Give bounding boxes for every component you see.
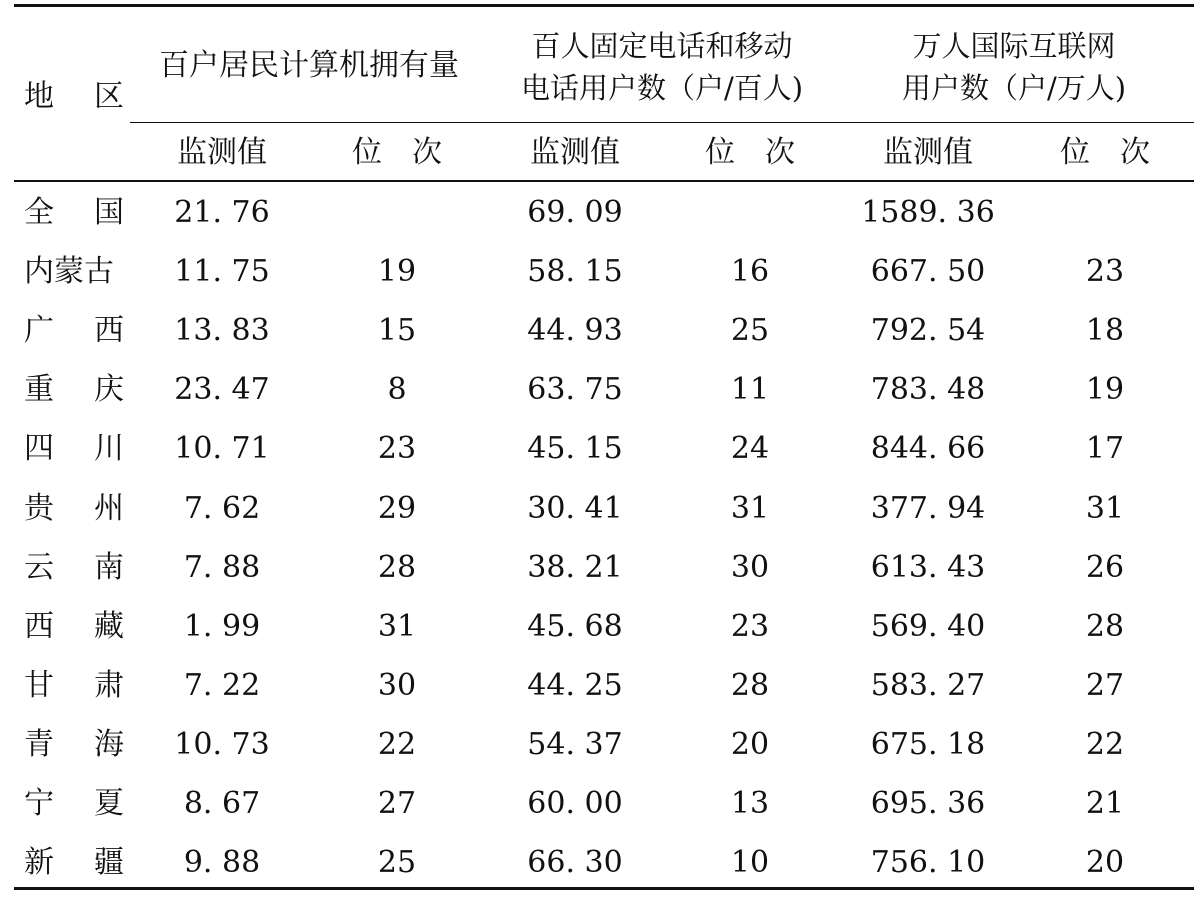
cell-internet-rank: 26 bbox=[1085, 550, 1125, 585]
header-region-char: 区 bbox=[94, 79, 124, 114]
cell-phones-value: 69. 09 bbox=[527, 195, 623, 230]
cell-region-text: 全 bbox=[24, 195, 54, 230]
cell-computers-value: 10. 73 bbox=[174, 727, 270, 762]
cell-region bbox=[24, 491, 124, 527]
cell-phones-rank: 24 bbox=[730, 431, 770, 466]
cell-computers-rank: 29 bbox=[377, 491, 417, 526]
cell-region-text: 海 bbox=[94, 727, 124, 762]
cell-region-text: 四 bbox=[24, 431, 54, 466]
header-region bbox=[24, 79, 124, 115]
cell-internet-rank: 22 bbox=[1085, 727, 1125, 762]
cell-phones-rank: 11 bbox=[730, 372, 770, 407]
cell-phones-value: 63. 75 bbox=[527, 372, 623, 407]
cell-region-text: 西 bbox=[94, 313, 124, 348]
cell-computers-value: 9. 88 bbox=[183, 845, 261, 880]
cell-region-text: 西 bbox=[24, 609, 54, 644]
cell-computers-value: 7. 88 bbox=[183, 550, 261, 585]
cell-phones-value: 44. 25 bbox=[527, 668, 623, 703]
cell-internet-rank: 21 bbox=[1085, 786, 1125, 821]
cell-phones-value: 38. 21 bbox=[527, 550, 623, 585]
cell-computers-rank: 28 bbox=[377, 550, 417, 585]
top-rule bbox=[14, 4, 1194, 7]
cell-computers-rank: 27 bbox=[377, 786, 417, 821]
cell-region-text: 藏 bbox=[94, 609, 124, 644]
cell-computers-rank: 25 bbox=[377, 845, 417, 880]
cell-internet-value: 667. 50 bbox=[870, 254, 986, 289]
cell-region-text: 云 bbox=[24, 550, 54, 585]
header-computers: 百户居民计算机拥有量 bbox=[159, 48, 459, 83]
cell-region bbox=[24, 195, 124, 231]
subheader-phones-rank: 位 次 bbox=[705, 135, 795, 170]
cell-internet-rank: 31 bbox=[1085, 491, 1125, 526]
cell-internet-value: 583. 27 bbox=[870, 668, 986, 703]
cell-region bbox=[24, 609, 124, 645]
cell-computers-value: 1. 99 bbox=[183, 609, 261, 644]
cell-region-text: 广 bbox=[24, 313, 54, 348]
header-internet-line1: 万人国际互联网 bbox=[912, 29, 1116, 63]
cell-internet-rank: 28 bbox=[1085, 609, 1125, 644]
cell-internet-value: 783. 48 bbox=[870, 372, 986, 407]
cell-phones-value: 44. 93 bbox=[527, 313, 623, 348]
cell-internet-value: 675. 18 bbox=[870, 727, 986, 762]
cell-computers-rank: 19 bbox=[377, 254, 417, 289]
cell-internet-rank: 23 bbox=[1085, 254, 1125, 289]
cell-internet-value: 792. 54 bbox=[870, 313, 986, 348]
bottom-rule bbox=[14, 887, 1194, 890]
cell-computers-value: 23. 47 bbox=[174, 372, 270, 407]
cell-region bbox=[24, 845, 124, 881]
cell-internet-rank: 19 bbox=[1085, 372, 1125, 407]
cell-internet-value: 756. 10 bbox=[870, 845, 986, 880]
cell-region-text: 宁 bbox=[24, 786, 54, 821]
cell-internet-rank: 20 bbox=[1085, 845, 1125, 880]
cell-computers-rank: 8 bbox=[387, 372, 407, 407]
cell-phones-value: 30. 41 bbox=[527, 491, 623, 526]
cell-computers-rank: 30 bbox=[377, 668, 417, 703]
header-region-char: 地 bbox=[24, 79, 54, 114]
cell-internet-rank: 18 bbox=[1085, 313, 1125, 348]
cell-region bbox=[24, 254, 124, 290]
cell-computers-value: 11. 75 bbox=[174, 254, 270, 289]
cell-region bbox=[24, 786, 124, 822]
cell-internet-value: 695. 36 bbox=[870, 786, 986, 821]
cell-region bbox=[24, 372, 124, 408]
cell-phones-value: 45. 15 bbox=[527, 431, 623, 466]
cell-computers-value: 7. 62 bbox=[183, 491, 261, 526]
cell-computers-value: 21. 76 bbox=[174, 195, 270, 230]
cell-phones-rank: 28 bbox=[730, 668, 770, 703]
subheader-phones-value: 监测值 bbox=[530, 135, 620, 170]
cell-phones-rank: 31 bbox=[730, 491, 770, 526]
cell-internet-value: 844. 66 bbox=[870, 431, 986, 466]
cell-phones-value: 45. 68 bbox=[527, 609, 623, 644]
cell-region-text: 肃 bbox=[94, 668, 124, 703]
cell-phones-rank: 23 bbox=[730, 609, 770, 644]
header-phones-line1: 百人固定电话和移动 bbox=[531, 29, 793, 63]
cell-region bbox=[24, 313, 124, 349]
subheader-computers-value: 监测值 bbox=[177, 135, 267, 170]
cell-internet-value: 569. 40 bbox=[870, 609, 986, 644]
cell-computers-rank: 23 bbox=[377, 431, 417, 466]
cell-computers-rank: 15 bbox=[377, 313, 417, 348]
cell-region bbox=[24, 727, 124, 763]
cell-internet-value: 613. 43 bbox=[870, 550, 986, 585]
cell-computers-value: 7. 22 bbox=[183, 668, 261, 703]
cell-computers-value: 8. 67 bbox=[183, 786, 261, 821]
header-internet-line2: 用户数（户/万人) bbox=[901, 71, 1127, 105]
cell-region-text: 州 bbox=[94, 491, 124, 526]
cell-internet-rank: 17 bbox=[1085, 431, 1125, 466]
cell-phones-value: 58. 15 bbox=[527, 254, 623, 289]
cell-region-text: 南 bbox=[94, 550, 124, 585]
cell-region-text: 国 bbox=[94, 195, 124, 230]
cell-phones-value: 66. 30 bbox=[527, 845, 623, 880]
cell-phones-rank: 16 bbox=[730, 254, 770, 289]
cell-region-text: 内蒙古 bbox=[24, 254, 114, 289]
subheader-computers-rank: 位 次 bbox=[352, 135, 442, 170]
cell-computers-rank: 31 bbox=[377, 609, 417, 644]
cell-computers-value: 13. 83 bbox=[174, 313, 270, 348]
cell-internet-value: 1589. 36 bbox=[861, 195, 995, 230]
cell-phones-value: 60. 00 bbox=[527, 786, 623, 821]
cell-internet-rank: 27 bbox=[1085, 668, 1125, 703]
cell-region-text: 重 bbox=[24, 372, 54, 407]
subheader-internet-rank: 位 次 bbox=[1060, 135, 1150, 170]
header-phones-line2: 电话用户数（户/百人) bbox=[520, 71, 804, 105]
cell-region-text: 庆 bbox=[94, 372, 124, 407]
cell-region-text: 甘 bbox=[24, 668, 54, 703]
header-bottom-rule bbox=[14, 180, 1194, 182]
cell-region bbox=[24, 431, 124, 467]
cell-region-text: 新 bbox=[24, 845, 54, 880]
cell-phones-value: 54. 37 bbox=[527, 727, 623, 762]
cell-computers-value: 10. 71 bbox=[174, 431, 270, 466]
cell-region-text: 青 bbox=[24, 727, 54, 762]
cell-phones-rank: 30 bbox=[730, 550, 770, 585]
cell-internet-value: 377. 94 bbox=[870, 491, 986, 526]
cell-phones-rank: 13 bbox=[730, 786, 770, 821]
header-sub-rule bbox=[130, 122, 1194, 123]
cell-computers-rank: 22 bbox=[377, 727, 417, 762]
cell-region-text: 夏 bbox=[94, 786, 124, 821]
cell-region-text: 贵 bbox=[24, 491, 54, 526]
cell-phones-rank: 10 bbox=[730, 845, 770, 880]
cell-phones-rank: 25 bbox=[730, 313, 770, 348]
cell-region bbox=[24, 668, 124, 704]
cell-region-text: 疆 bbox=[94, 845, 124, 880]
cell-region bbox=[24, 550, 124, 586]
cell-phones-rank: 20 bbox=[730, 727, 770, 762]
subheader-internet-value: 监测值 bbox=[883, 135, 973, 170]
cell-region-text: 川 bbox=[94, 431, 124, 466]
